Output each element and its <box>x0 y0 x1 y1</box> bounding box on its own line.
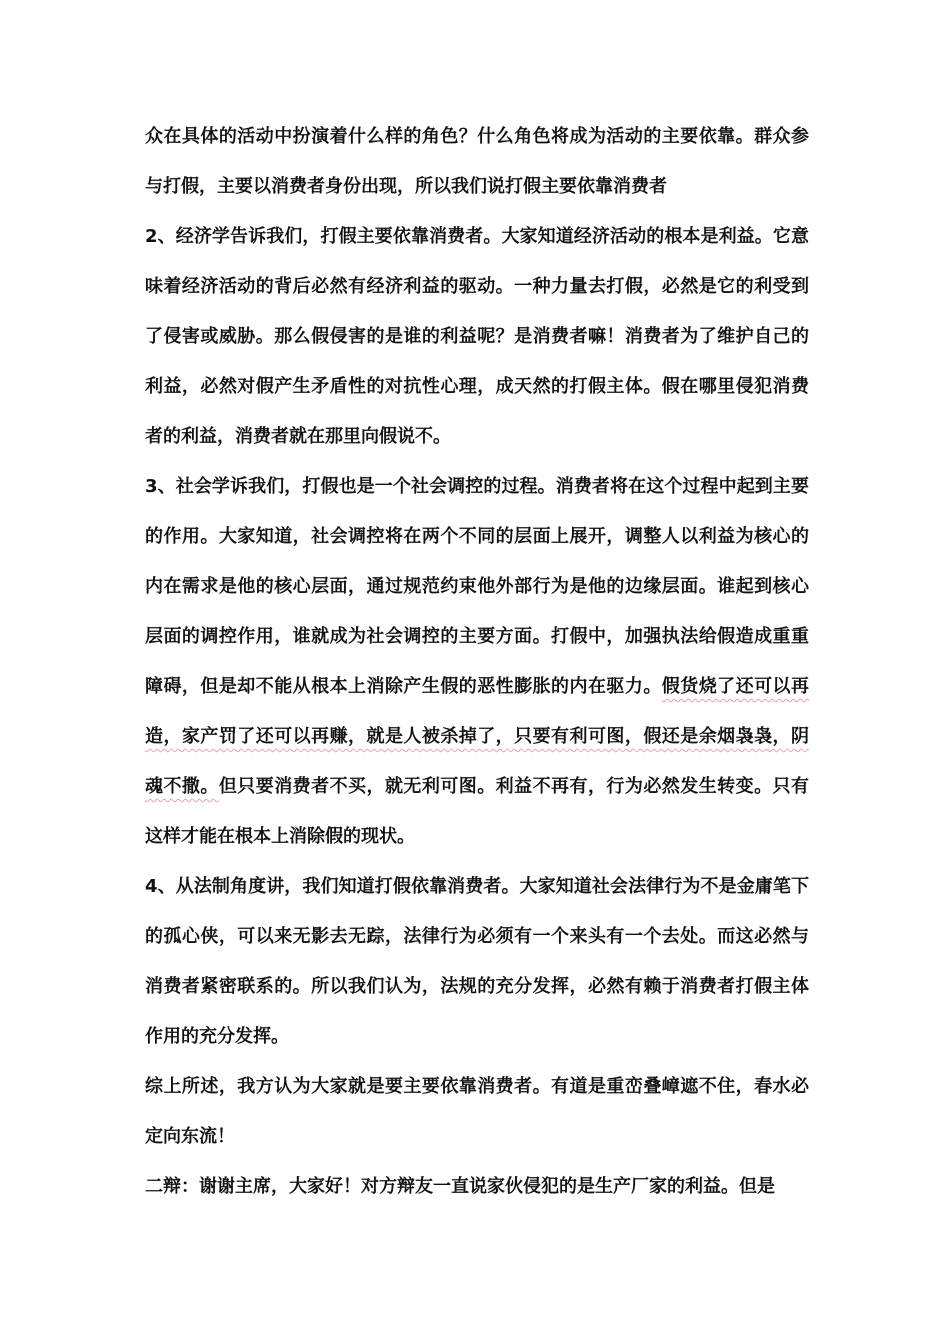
paragraph-6: 二辩：谢谢主席，大家好！对方辩友一直说家伙侵犯的是生产厂家的利益。但是 <box>145 1176 775 1197</box>
paragraph-2: 2、经济学告诉我们，打假主要依靠消费者。大家知道经济活动的根本是利益。它意味着经济活动的背后必然有经济利益的驱动。一种力量去打假，必然是它的利受到了侵害或威胁。那么假侵害的是谁的利益呢？是消费者嘛！消费者为了维护自己的利益，必然对假产生矛盾性的对抗性心理，成天然的打假主体。假在哪里侵犯消费者的利益，消费者就在那里向假说不。 <box>145 226 809 447</box>
paragraph-5: 综上所述，我方认为大家就是要主要依靠消费者。有道是重峦叠嶂遮不住，春水必定向东流！ <box>145 1076 809 1147</box>
paragraph-3-text-after: 但只要消费者不买，就无利可图。利益不再有，行为必然发生转变。只有这样才能在根本上消除假的现状。 <box>145 776 809 847</box>
document-body <box>145 112 809 1212</box>
paragraph-1: 众在具体的活动中扮演着什么样的角色？什么角色将成为活动的主要依靠。群众参与打假，主要以消费者身份出现，所以我们说打假主要依靠消费者 <box>145 126 809 197</box>
paragraph-3-grammar-marked-text: 假货烧了还可以再造，家产罚了还可以再赚，就是人被杀掉了，只要有利可图，假还是余烟袅袅，阴魂不撒。 <box>145 676 809 797</box>
paragraph-4: 4、从法制角度讲，我们知道打假依靠消费者。大家知道社会法律行为不是金庸笔下的孤心侠，可以来无影去无踪，法律行为必须有一个来头有一个去处。而这必然与消费者紧密联系的。所以我们认为，法规的充分发挥，必然有赖于消费者打假主体作用的充分发挥。 <box>145 876 809 1047</box>
paragraph-3-text-before: 3、社会学诉我们，打假也是一个社会调控的过程。消费者将在这个过程中起到主要的作用。大家知道，社会调控将在两个不同的层面上展开，调整人以利益为核心的内在需求是他的核心层面，通过规范约束他外部行为是他的边缘层面。谁起到核心层面的调控作用，谁就成为社会调控的主要方面。打假中，加强执法给假造成重重障碍，但是却不能从根本上消除产生假的恶性膨胀的内在驱力。 <box>145 476 809 697</box>
paragraph-3 <box>145 462 809 862</box>
